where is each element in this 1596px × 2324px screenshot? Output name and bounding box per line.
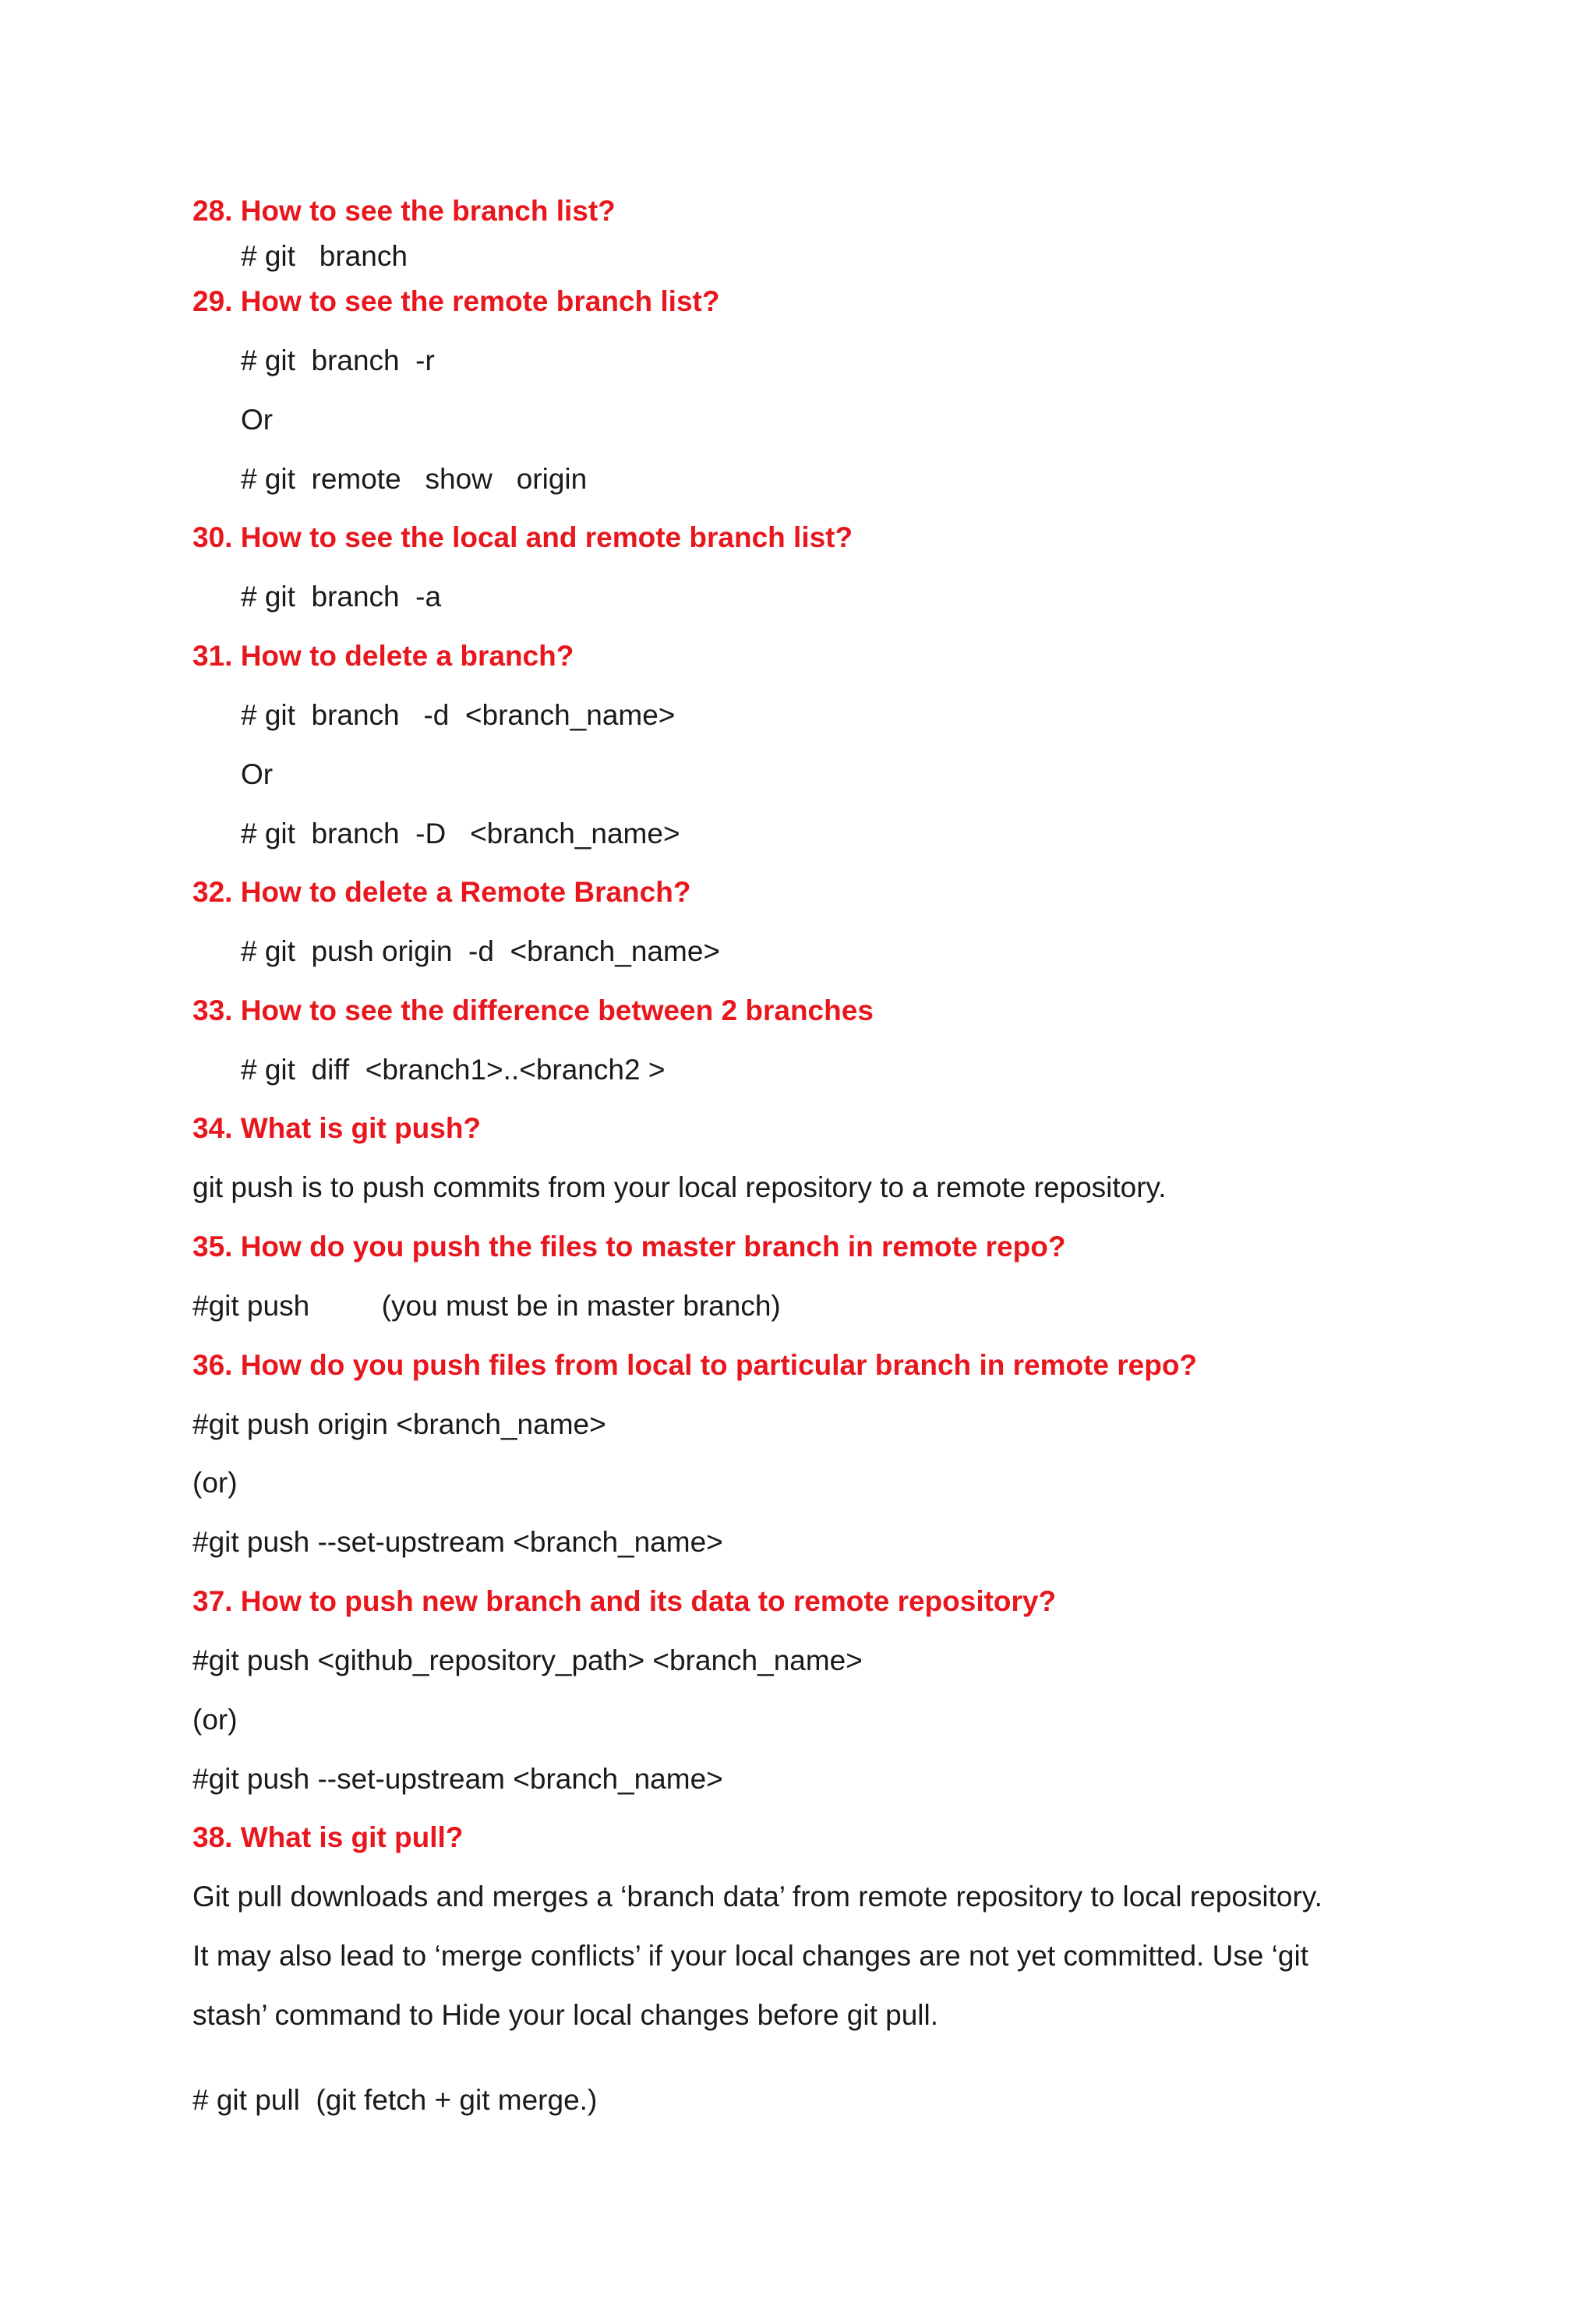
question-heading: 34. What is git push? <box>192 1112 482 1144</box>
question-heading: 37. How to push new branch and its data to remote repository? <box>192 1585 1057 1617</box>
body-text-line: It may also lead to ‘merge conflicts’ if your local changes are not yet committed. Use ‘git <box>192 1940 1308 1972</box>
body-text-line: (or) <box>192 1467 238 1499</box>
body-text-line: #git push (you must be in master branch) <box>192 1290 781 1322</box>
question-heading: 28. How to see the branch list? <box>192 195 616 227</box>
command-line: # git branch -a <box>241 581 442 613</box>
body-text-line: (or) <box>192 1704 238 1736</box>
body-text-line: # git pull (git fetch + git merge.) <box>192 2084 598 2116</box>
body-text-line: #git push --set-upstream <branch_name> <box>192 1763 723 1795</box>
body-text-line: #git push origin <branch_name> <box>192 1408 606 1440</box>
body-text-line: #git push --set-upstream <branch_name> <box>192 1526 723 1558</box>
question-heading: 30. How to see the local and remote branch list? <box>192 521 853 553</box>
command-line: # git branch -D <branch_name> <box>241 818 680 849</box>
question-heading: 29. How to see the remote branch list? <box>192 285 720 317</box>
command-line: Or <box>241 758 274 790</box>
body-text-line: git push is to push commits from your local repository to a remote repository. <box>192 1171 1167 1203</box>
body-text-line: Git pull downloads and merges a ‘branch data’ from remote repository to local repository. <box>192 1881 1322 1913</box>
question-heading: 35. How do you push the files to master branch in remote repo? <box>192 1231 1066 1263</box>
question-heading: 38. What is git pull? <box>192 1821 464 1853</box>
command-line: # git branch -d <branch_name> <box>241 699 676 731</box>
command-line: # git branch -r <box>241 344 435 376</box>
command-line: # git diff <branch1>..<branch2 > <box>241 1054 666 1086</box>
command-line: # git remote show origin <box>241 463 588 495</box>
body-text-line: stash’ command to Hide your local changes before git pull. <box>192 1999 939 2031</box>
command-line: # git branch <box>241 240 408 272</box>
body-text-line: #git push <github_repository_path> <branch_name> <box>192 1644 863 1676</box>
question-heading: 31. How to delete a branch? <box>192 640 574 672</box>
question-heading: 32. How to delete a Remote Branch? <box>192 876 691 908</box>
command-line: Or <box>241 404 274 436</box>
question-heading: 33. How to see the difference between 2 branches <box>192 994 874 1026</box>
question-heading: 36. How do you push files from local to particular branch in remote repo? <box>192 1349 1198 1381</box>
command-line: # git push origin -d <branch_name> <box>241 935 720 967</box>
